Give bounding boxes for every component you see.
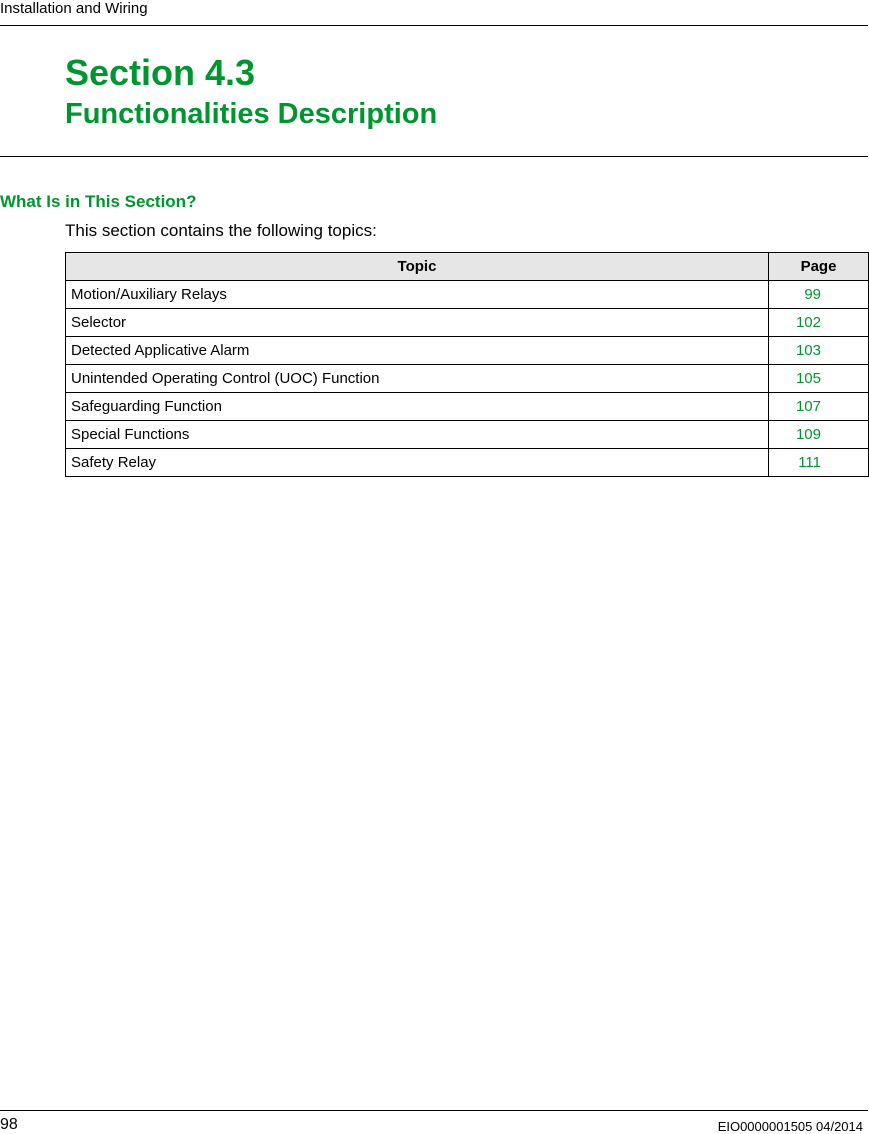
topic-cell: Special Functions — [66, 421, 769, 449]
section-rule — [0, 156, 868, 157]
page-link[interactable]: 105 — [769, 365, 869, 393]
page-link[interactable]: 102 — [769, 309, 869, 337]
table-header-row — [66, 253, 869, 281]
contents-heading: What Is in This Section? — [0, 192, 197, 211]
page-link[interactable]: 107 — [769, 393, 869, 421]
header-rule — [0, 25, 868, 26]
topic-cell: Motion/Auxiliary Relays — [66, 281, 769, 309]
footer-page-number: 98 — [0, 1116, 18, 1133]
page-column-header: Page — [769, 253, 869, 281]
section-title: Functionalities Description — [65, 98, 438, 130]
contents-intro: This section contains the following topics: — [65, 221, 377, 240]
table-row — [66, 281, 869, 309]
table-row — [66, 393, 869, 421]
topic-cell: Unintended Operating Control (UOC) Function — [66, 365, 769, 393]
page-link[interactable]: 103 — [769, 337, 869, 365]
topic-cell: Safety Relay — [66, 449, 769, 477]
topic-cell: Detected Applicative Alarm — [66, 337, 769, 365]
page-link[interactable]: 111 — [769, 449, 869, 477]
footer-rule — [0, 1110, 868, 1111]
topics-table — [65, 252, 869, 477]
topic-cell: Selector — [66, 309, 769, 337]
page-link[interactable]: 99 — [769, 281, 869, 309]
table-row — [66, 421, 869, 449]
running-header: Installation and Wiring — [0, 0, 148, 17]
topic-column-header: Topic — [66, 253, 769, 281]
table-row — [66, 449, 869, 477]
table-row — [66, 337, 869, 365]
table-row — [66, 309, 869, 337]
footer-document-id: EIO0000001505 04/2014 — [717, 1119, 863, 1134]
topic-cell: Safeguarding Function — [66, 393, 769, 421]
section-number: Section 4.3 — [65, 52, 256, 93]
table-row — [66, 365, 869, 393]
page-link[interactable]: 109 — [769, 421, 869, 449]
